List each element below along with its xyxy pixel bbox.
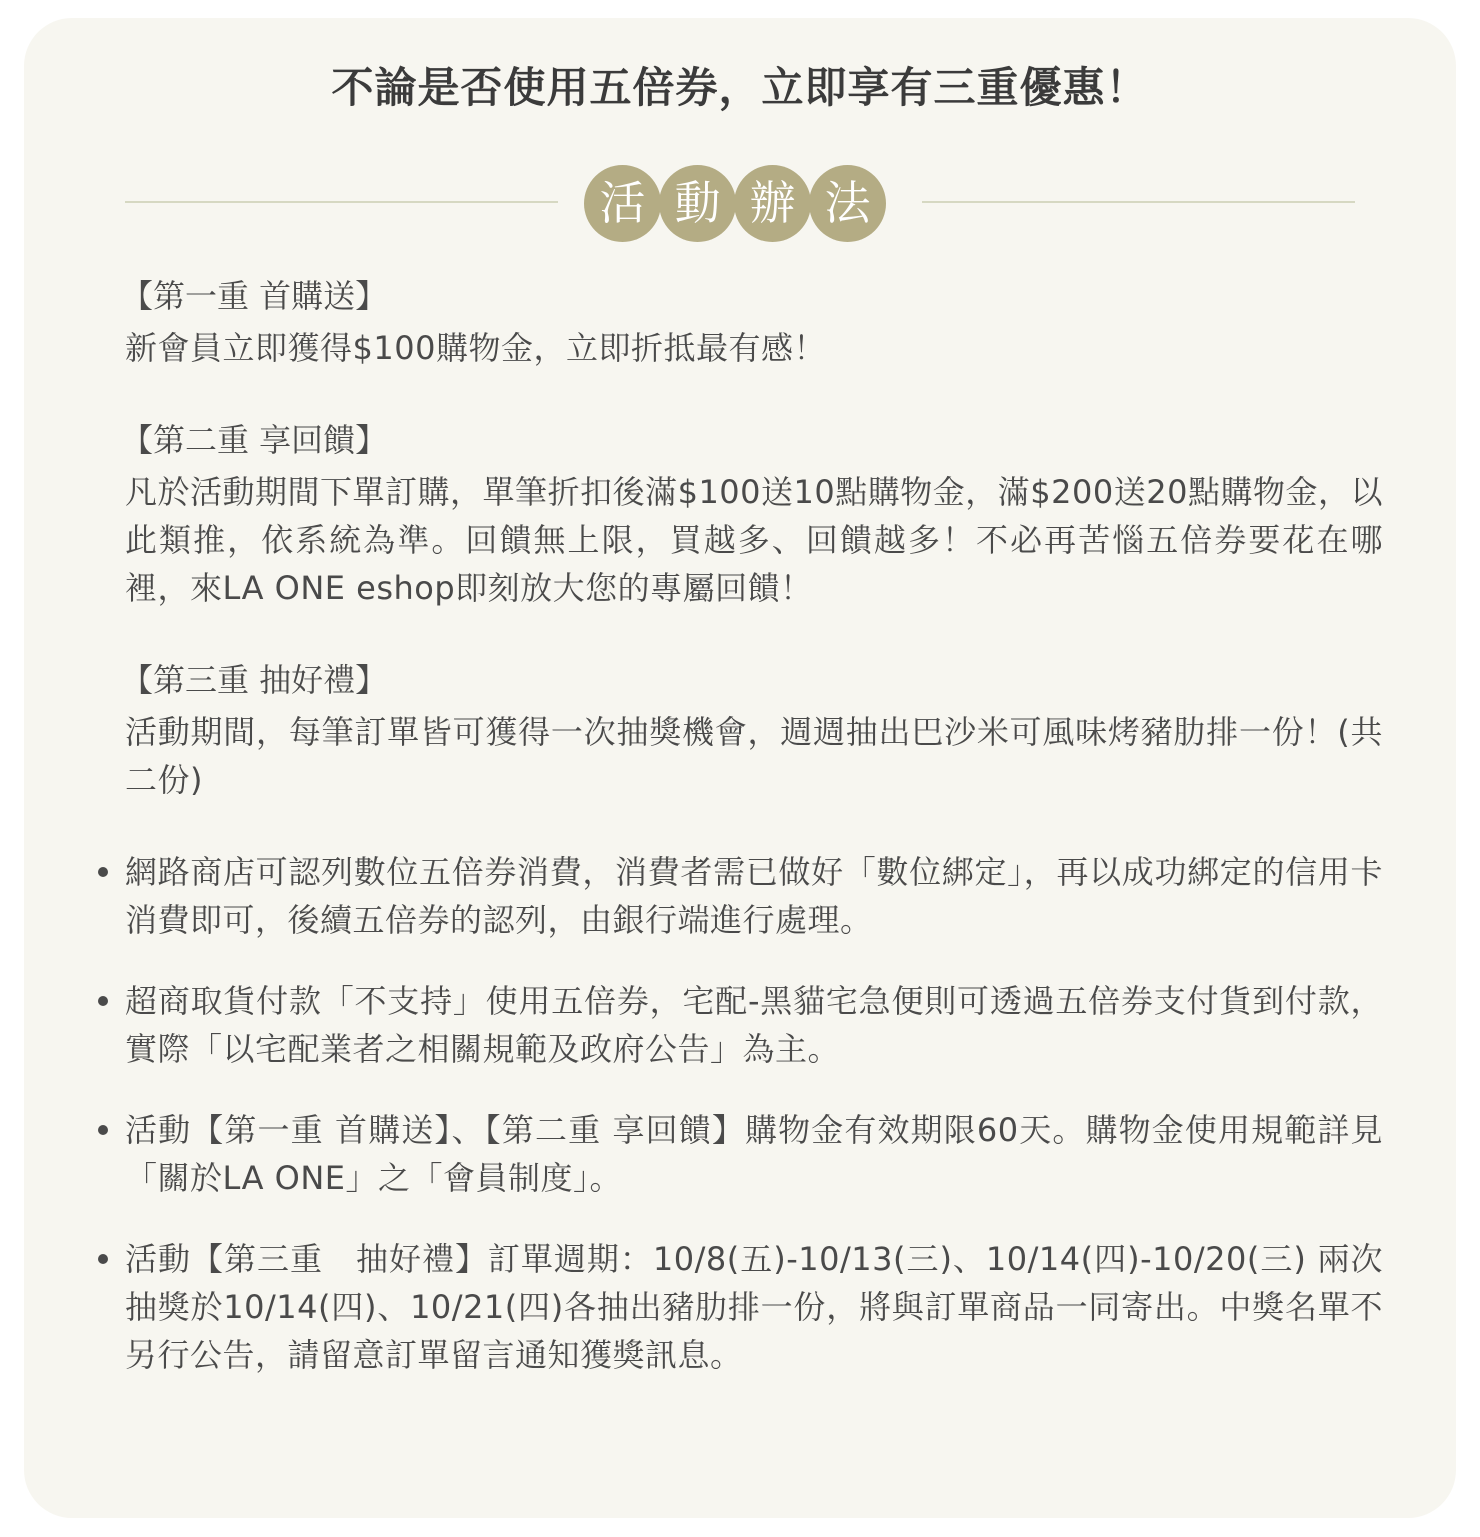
activity-method-badge <box>584 165 884 242</box>
divider-left <box>125 201 558 203</box>
offer-title: 【第一重 首購送】 <box>121 277 388 315</box>
divider-right <box>922 201 1355 203</box>
bullet-icon <box>98 1254 108 1264</box>
badge-char: 辦 <box>734 165 811 242</box>
note-item <box>125 1235 1383 1379</box>
badge-char: 活 <box>584 165 661 242</box>
badge-char: 動 <box>659 165 736 242</box>
notes-list <box>125 848 1383 1379</box>
offer-description: 新會員立即獲得$100購物金，立即折抵最有感！ <box>125 329 826 367</box>
offer-section-3 <box>121 656 1383 804</box>
offer-description: 凡於活動期間下單訂購，單筆折扣後滿$100送10點購物金，滿$200送20點購物金，以此類推，依系統為準。回饋無上限，買越多、回饋越多！不必再苦惱五倍券要花在哪裡，來LA ONE eshop即刻放大您的專屬回饋！ <box>125 473 1383 607</box>
note-text: 超商取貨付款「不支持」使用五倍券，宅配-黑貓宅急便則可透過五倍券支付貨到付款，實際「以宅配業者之相關規範及政府公告」為主。 <box>125 982 1383 1068</box>
note-text: 活動【第一重 首購送】、【第二重 享回饋】購物金有效期限60天。購物金使用規範詳見「關於LA ONE」之「會員制度」。 <box>125 1111 1383 1197</box>
bullet-icon <box>98 867 108 877</box>
note-item <box>125 848 1383 944</box>
offer-title: 【第三重 抽好禮】 <box>121 661 388 699</box>
promo-headline: 不論是否使用五倍券，立即享有三重優惠！ <box>331 63 1149 112</box>
offer-title: 【第二重 享回饋】 <box>121 421 388 459</box>
note-text: 活動【第三重 抽好禮】訂單週期：10/8(五)-10/13(三)、10/14(四)-10/20(三) 兩次抽獎於10/14(四)、10/21(四)各抽出豬肋排一份，將與訂單商品一同寄出。中獎名單不另行公告，請留意訂單留言通知獲獎訊息。 <box>125 1240 1383 1374</box>
bullet-icon <box>98 1125 108 1135</box>
note-item <box>125 1106 1383 1202</box>
offer-section-1 <box>121 272 1383 372</box>
note-item <box>125 977 1383 1073</box>
promo-content <box>121 272 1383 1412</box>
offer-description: 活動期間，每筆訂單皆可獲得一次抽獎機會，週週抽出巴沙米可風味烤豬肋排一份！(共二份) <box>125 713 1383 799</box>
offer-section-2 <box>121 416 1383 612</box>
bullet-icon <box>98 996 108 1006</box>
note-text: 網路商店可認列數位五倍券消費，消費者需已做好「數位綁定」，再以成功綁定的信用卡消費即可，後續五倍券的認列，由銀行端進行處理。 <box>125 853 1383 939</box>
badge-char: 法 <box>809 165 886 242</box>
